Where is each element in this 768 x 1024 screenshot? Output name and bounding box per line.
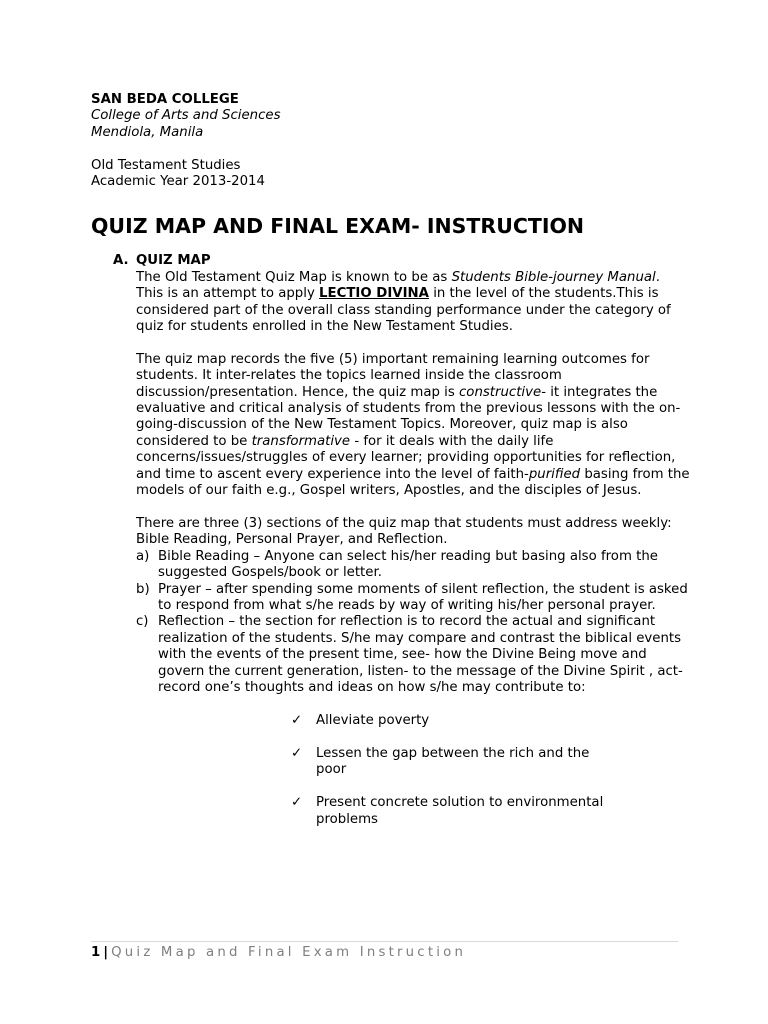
section-a-heading [91, 253, 691, 269]
section-letter: A. [113, 253, 129, 269]
checklist-item: ✓ Present concrete solution to environmental problems [291, 795, 604, 827]
location: Mendiola, Manila [91, 124, 204, 140]
course-name: Old Testament Studies [91, 157, 241, 173]
paragraph-sections: There are three (3) sections of the quiz map that students must address weekly: Bible Reading, Personal Prayer, and Reflection. [136, 515, 672, 548]
check-icon: ✓ [291, 745, 303, 761]
list-item: a) Bible Reading – Anyone can select his/her reading but basing also from the suggested Gospels/book or letter. [136, 548, 658, 581]
quiz-map-sections-list [91, 549, 691, 697]
list-item: b) Prayer – after spending some moments of silent reflection, the student is asked to respond from what s/he reads by way of writing his/her personal prayer. [136, 581, 688, 613]
document-page [91, 92, 691, 828]
page-footer [91, 941, 678, 961]
academic-year: Academic Year 2013-2014 [91, 174, 265, 190]
page-title: QUIZ MAP AND FINAL EXAM- INSTRUCTION [91, 214, 585, 239]
check-icon: ✓ [291, 795, 303, 811]
document-header [91, 92, 691, 190]
department-name: College of Arts and Sciences [91, 108, 281, 124]
section-title: QUIZ MAP [136, 253, 211, 269]
paragraph-outcomes: The quiz map records the five (5) important remaining learning outcomes for students. It inter-relates the topics learned inside the classroom discussion/presentation. Hence, the quiz map is constructive- it integrates the evaluative and critical analysis of students from the previous lessons with the on-going-discussion of the New Testament Topics. Moreover, quiz map is also considered to be transformative - for it deals with the daily life concerns/issues/struggles of every learner; providing opportunities for reflection, and time to ascent every experience into the level of faith-purified basing from the models of our faith e.g., Gospel writers, Apostles, and the disciples of Jesus. [136, 351, 690, 499]
paragraph-intro: The Old Testament Quiz Map is known to be as Students Bible-journey Manual. This is an attempt to apply LECTIO DIVINA in the level of the students.This is considered part of the overall class standing performance under the category of quiz for students enrolled in the New Testament Studies. [136, 269, 671, 335]
checklist-item: ✓ Lessen the gap between the rich and the poor [291, 745, 590, 778]
college-name: SAN BEDA COLLEGE [91, 92, 239, 107]
section-a-body [136, 270, 691, 549]
check-icon: ✓ [291, 712, 303, 728]
page-number: 1 [91, 945, 101, 960]
checklist-item: ✓ Alleviate poverty [291, 712, 430, 728]
footer-text: Quiz Map and Final Exam Instruction [111, 945, 467, 960]
list-item: c) Reflection – the section for reflection is to record the actual and significant realization of the students. S/he may compare and contrast the biblical events with the events of the present time, see- how the Divine Being move and govern the current generation, listen- to the message of the Divine Spirit , act- record one’s thoughts and ideas on how s/he may contribute to: [136, 614, 683, 695]
footer-separator: | [103, 945, 109, 960]
contribution-checklist [91, 713, 691, 828]
lectio-divina-term: LECTIO DIVINA [319, 286, 429, 302]
